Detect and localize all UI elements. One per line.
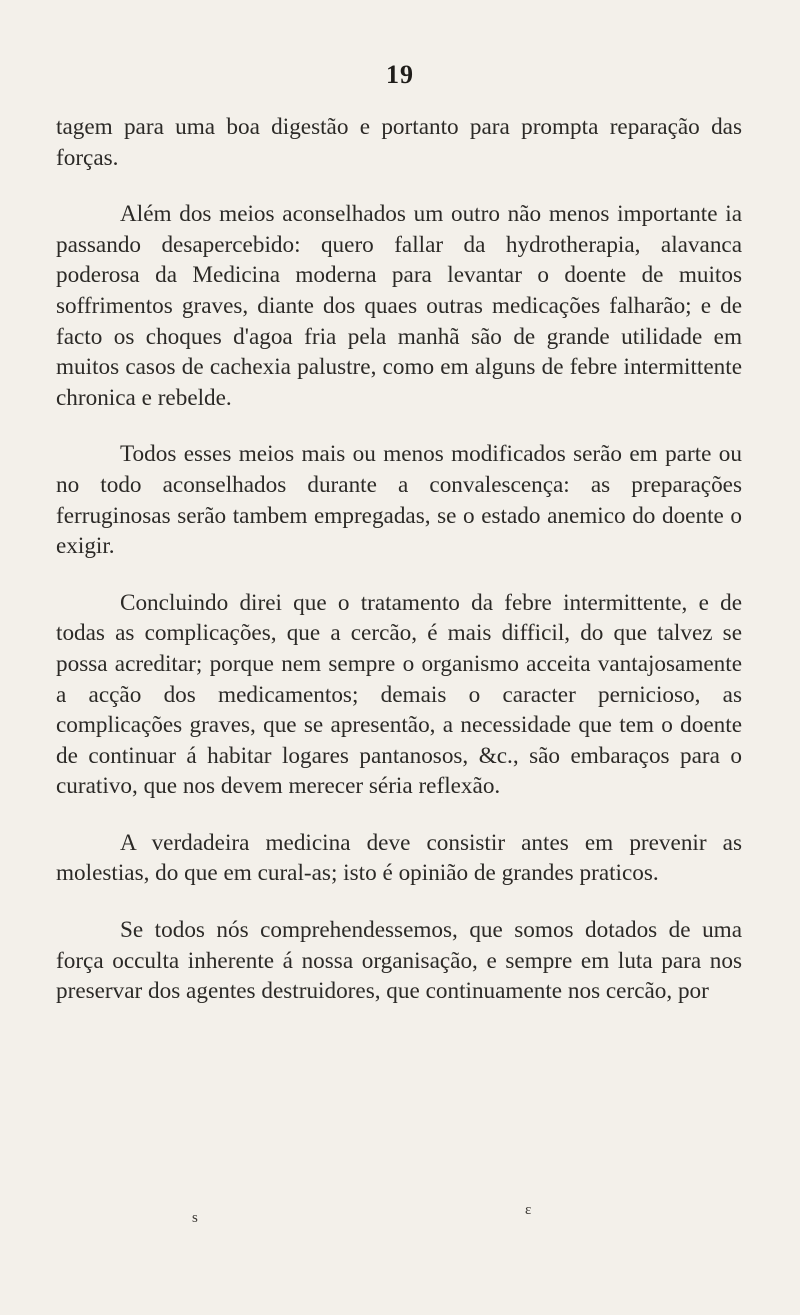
- paragraph-prevention: A verdadeira medicina deve consistir antes em prevenir as molestias, do que em cural-as; isto é opinião de grandes praticos.: [56, 829, 742, 887]
- page-number: 19: [386, 60, 414, 89]
- paragraph-organism: Se todos nós comprehendessemos, que somos dotados de uma força occulta inherente á nossa organisação, e sempre em luta para nos preservar dos agentes destruidores, que continuamente nos cercão, por: [56, 917, 742, 1005]
- paragraph-convalescence: Todos esses meios mais ou menos modificados serão em parte ou no todo aconselhados durante a convalescença: as preparações ferruginosas serão tambem empregadas, se o estado anemico do doente o exigir.: [56, 441, 742, 560]
- signature-mark-left: s: [192, 1210, 198, 1226]
- paragraph-hydrotherapy: Além dos meios aconselhados um outro não menos importante ia passando desapercebido: quero fallar da hydrotherapia, alavanca poderosa da Medicina moderna para levantar o doente de muitos soffrimentos graves, diante dos quaes outras medicações falharão; e de facto os choques d'agoa fria pela manhã são de grande utilidade em muitos casos de cachexia palustre, como em alguns de febre intermittente chronica e rebelde.: [56, 201, 742, 411]
- paragraph-conclusion: Concluindo direi que o tratamento da febre intermittente, e de todas as complicações, que a cercão, é mais difficil, do que talvez se possa acreditar; porque nem sempre o organismo acceita vantajosamente a acção dos medicamentos; demais o caracter pernicioso, as complicações graves, que se apresentão, a necessidade que tem o doente de continuar á habitar logares pantanosos, &c., são embaraços para o curativo, que nos devem merecer séria reflexão.: [56, 589, 742, 800]
- printer-signature: [0, 1202, 800, 1232]
- paragraph-continuation: tagem para uma boa digestão e portanto para prompta reparação das forças.: [56, 114, 742, 171]
- body-text: [56, 112, 742, 1033]
- signature-mark-right: ε: [525, 1202, 532, 1218]
